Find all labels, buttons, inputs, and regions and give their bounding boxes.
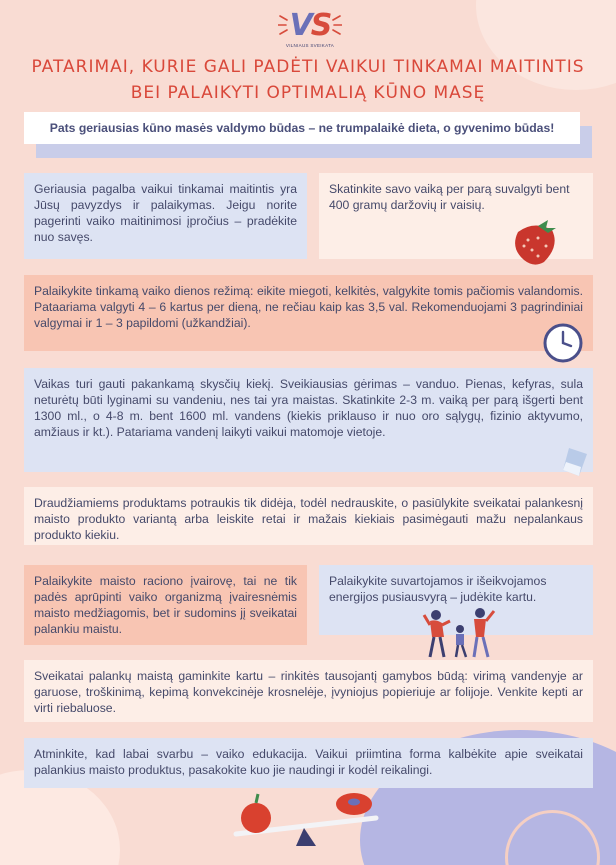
logo-mark <box>284 8 336 43</box>
strawberry-icon <box>508 218 560 268</box>
tip-fluids <box>24 368 593 472</box>
tip-example <box>24 173 307 259</box>
tip-routine-text: Palaikykite tinkamą vaiko dienos režimą: eikite miegoti, kelkitės, valgykite tomis pačiomis valandomis. Pataariama valgyti 4 – 6 kartus per dieną, ne rečiau kaip kas 3,5 val. Rekomenduojami 3 pagrindiniai valgymai ir 1 – 3 papildomi (užkandžiai). <box>34 284 583 330</box>
tip-education-text: Atminkite, kad labai svarbu – vaiko edukacija. Vaikui priimtina forma kalbėkite apie sveikatai palankius maisto produktus, pasakokite kuo jie naudingi ir kodėl reikalingi. <box>34 747 583 777</box>
tip-forbidden <box>24 487 593 545</box>
logo <box>278 8 342 52</box>
tip-cooking-text: Sveikatai palankų maistą gaminkite kartu – rinkitės tausojantį gamybos būdą: virimą vandenyje ar garuose, troškinimą, kepimą konvekcinėje krosnelėje, įvyniojus popieriuje ar folijoje. Venkite kepti ar virti riebaluose. <box>34 669 583 715</box>
tip-routine <box>24 275 593 351</box>
tip-fluids-text: Vaikas turi gauti pakankamą skysčių kiekį. Sveikiausias gėrimas – vanduo. Pienas, kefyras, sula neturėtų būti lyginami su vandeniu, nes tai yra maistas. Skatinkite 2-3 m. vaiką per parą išgerti bent 1300 ml., o 4-8 m. bent 1600 ml. vandens (kiekis priklauso ir nuo oro sąlygų, fizinio aktyvumo, amžiaus ir kt.). Patariama vandenį laikyti vaikui matomoje vietoje. <box>34 377 583 439</box>
clock-icon <box>542 322 584 364</box>
tip-balance-text: Palaikykite suvartojamos ir išeikvojamos energijos pusiausvyrą – judėkite kartu. <box>329 574 547 604</box>
tip-variety-text: Palaikykite maisto raciono įvairovę, tai ne tik padės aprūpinti vaiko organizmą įvairesnėmis maisto medžiagomis, bet ir sudomins jį sveikatai palankiu maistu. <box>34 574 297 636</box>
water-glass-icon <box>561 446 589 478</box>
logo-mark-v: V <box>289 8 311 43</box>
balance-scale-icon <box>226 790 386 850</box>
tip-cooking <box>24 660 593 722</box>
tip-variety <box>24 565 307 645</box>
tip-education <box>24 738 593 788</box>
logo-mark-s: S <box>310 8 331 43</box>
family-exercise-icon <box>420 605 500 663</box>
tip-forbidden-text: Draudžiamiems produktams potraukis tik didėja, todėl nedrauskite, o pasiūlykite sveikatai palankesnį maisto produkto variantą arba leiskite retai ir mažais kiekiais pasimėgauti mažu nepalankaus produkto kiekiu. <box>34 496 583 542</box>
tip-example-text: Geriausia pagalba vaikui tinkamai maitintis yra Jūsų pavyzdys ir palaikymas. Jeigu norite pagerinti vaiko maitinimosi įpročius – pradėkite nuo savęs. <box>34 182 297 244</box>
page-title: PATARIMAI, KURIE GALI PADĖTI VAIKUI TINKAMAI MAITINTIS BEI PALAIKYTI OPTIMALIĄ KŪNO MASĘ <box>31 57 585 103</box>
tip-vegetables-text: Skatinkite savo vaiką per parą suvalgyti bent 400 gramų daržovių ir vaisių. <box>329 182 570 212</box>
intro-banner: Pats geriausias kūno masės valdymo būdas – ne trumpalaikė dieta, o gyvenimo būdas! <box>24 112 580 144</box>
logo-subtitle: VILNIAUS SVEIKATA <box>285 43 335 48</box>
